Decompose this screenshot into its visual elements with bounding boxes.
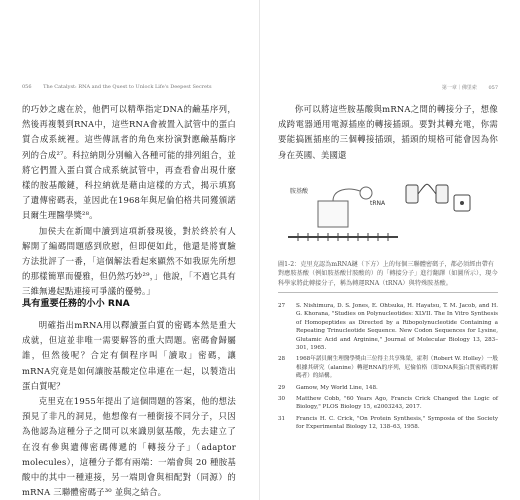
- amino-acid-node: [360, 187, 372, 199]
- footnote-number: 29: [278, 384, 286, 391]
- left-paragraph-1: 的巧妙之處在於，他們可以精準指定DNA的鹼基序列，然後再複製到RNA中，這些RNA會被置入試管中的蛋白質合成系統裡。這些傳訊者的角色來扮演對應鹼基酶序列的合成²⁷。科拉納則分別輸入各種可能的排列組合，並將它們置入蛋白質合成系統試管中，再查看會出現什麼樣的胺基酸鏈，科拉納就是藉由這樣的方式，揭示填寫了遺傳密碼表，並因此在1968年與尼倫伯格共同獲頒諾貝爾生理醫學獎²⁸。: [22, 104, 236, 221]
- figure-caption: 圖1-2：克里克認為mRNA鏈（下方）上的每個三聯體密碼子，都必須經由帶有對應胺基酸（例如胺基酸甘胺酸的）的「轉接分子」進行翻譯（如圖所示），現今科學家將此轉接分子，稱為轉運RNA（tRNA）與特殊胺基酸。: [278, 261, 498, 287]
- plug-cable: [418, 184, 436, 194]
- footnotes: [278, 302, 498, 435]
- footnote-text: S. Nishimura, D. S. Jones, E. Ohtsuka, H. Hayatsu, T. M. Jacob, and H. G. Khorana, "Studies on Polynucleotides: XLVII. The In Vitro Synthesis of Homopeptides as Directed by a Ribopolynucleotide Containing a Repeating Trinucleotide Sequence. New Codon Sequences for Lysine, Glutamic Acid and Arginine," Journal of Molecular Biology 13, 283–301, 1965.: [296, 303, 498, 352]
- right-page: [260, 0, 520, 500]
- footnote-text: Gamow, My World Line, 148.: [296, 384, 378, 391]
- outlet-hole: [460, 201, 464, 205]
- adaptor-figure-svg: [278, 175, 498, 250]
- footnote-item: [278, 415, 498, 432]
- footnote-item: [278, 302, 498, 352]
- footnote-item: [278, 384, 498, 392]
- trna-arm: [333, 189, 360, 201]
- footnote-number: 31: [278, 415, 286, 422]
- left-paragraph-2: 加侯夫在新聞中讀到這項新發現後，對於終於有人解開了編碼問題感到欣慰，但即便如此，他還是將實驗方法批評了一番，「這個解法看起來顯然不如我原先所想的那樣簡單而優雅，但仍然巧妙²⁹，」他說，「不過它具有三維無邊起點連接可爭議的優勢。」: [22, 225, 236, 297]
- footnote-text: Francis H. C. Crick, "On Protein Synthesis," Symposia of the Society for Experimental Biology 12, 138–63, 1958.: [296, 415, 498, 431]
- right-page-number: 057: [488, 85, 498, 91]
- footnote-text: Matthew Cobb, "60 Years Ago, Francis Crick Changed the Logic of Biology," PLOS Biology 15, e2003243, 2017.: [296, 396, 498, 411]
- left-section-title: 具有重要任務的小小 RNA: [22, 298, 130, 309]
- footnote-item: [278, 355, 498, 380]
- figure-label-amino-acid: 胺基酸: [290, 188, 309, 195]
- footnote-number: 27: [278, 303, 286, 309]
- left-running-head: [22, 84, 212, 90]
- right-running-title: 第一章｜佛里索: [441, 85, 477, 91]
- trna-structure: [318, 187, 372, 227]
- left-paragraph-4: 克里克在1955年提出了這個問題的答案，他的想法預見了非凡的洞見，他想像有一種銜接不同分子，只因為他認為這種分子之間可以來識別氨基酸，先去建立了在沒有參與遺傳密碼傳遞的「轉接分子」（adaptor molecules），這種分子都有兩端：一端會與 20 種胺基酸中的其中一種連接，另一端則會與相配對（同源）的 mRNA 三聯體密碼子³⁰ 並與之結合。: [22, 396, 236, 498]
- trna-body: [318, 201, 348, 227]
- footnote-number: 28: [278, 356, 286, 363]
- left-paragraph-3: 明確指出mRNA用以釋讀蛋白質的密碼本然是重大成就，但這並非唯一需要解答的重大問題。密碼會歸屬誰，但然後呢？合定有個程序叫「讀取」密碼，讓mRNA究竟是如何讓胺基酸定位串連在一起，以製造出蛋白質呢？: [22, 320, 236, 391]
- footnote-rule: [278, 292, 498, 293]
- footnote-number: 30: [278, 396, 286, 403]
- plug-left: [406, 185, 418, 203]
- right-body-text: [278, 102, 498, 163]
- right-running-head: [442, 84, 498, 91]
- left-running-title: The Catalyst: RNA and the Quest to Unlock Life's Deepest Secrets: [43, 84, 212, 90]
- right-paragraph-1: 你可以將這些胺基酸與mRNA之間的轉接分子，想像成跨電器通用電源插座的轉接插頭。要對其轉充電，你需要能搞匯插座的三個轉接插頭，插頭的規格可能會因為你身在英國、美國還: [278, 104, 498, 160]
- footnote-item: [278, 395, 498, 412]
- left-body-text-2: [22, 318, 236, 500]
- mrna-strand: [288, 233, 398, 241]
- plug-right: [436, 185, 448, 203]
- adaptor-figure: [278, 175, 498, 250]
- left-body-text: [22, 102, 236, 300]
- left-page-number: 056: [22, 84, 32, 90]
- plug-illustration: [406, 184, 470, 211]
- footnote-text: 1968年諾貝爾生理醫學獎由三位得主共享殊榮，霍利（Robert W. Holley）一般根據其研究（alanine）轉運RNA的序列，尼倫伯格（即DNA與蛋白質密碼的解碼者）的結構。: [296, 356, 498, 380]
- figure-label-trna: tRNA: [370, 200, 386, 207]
